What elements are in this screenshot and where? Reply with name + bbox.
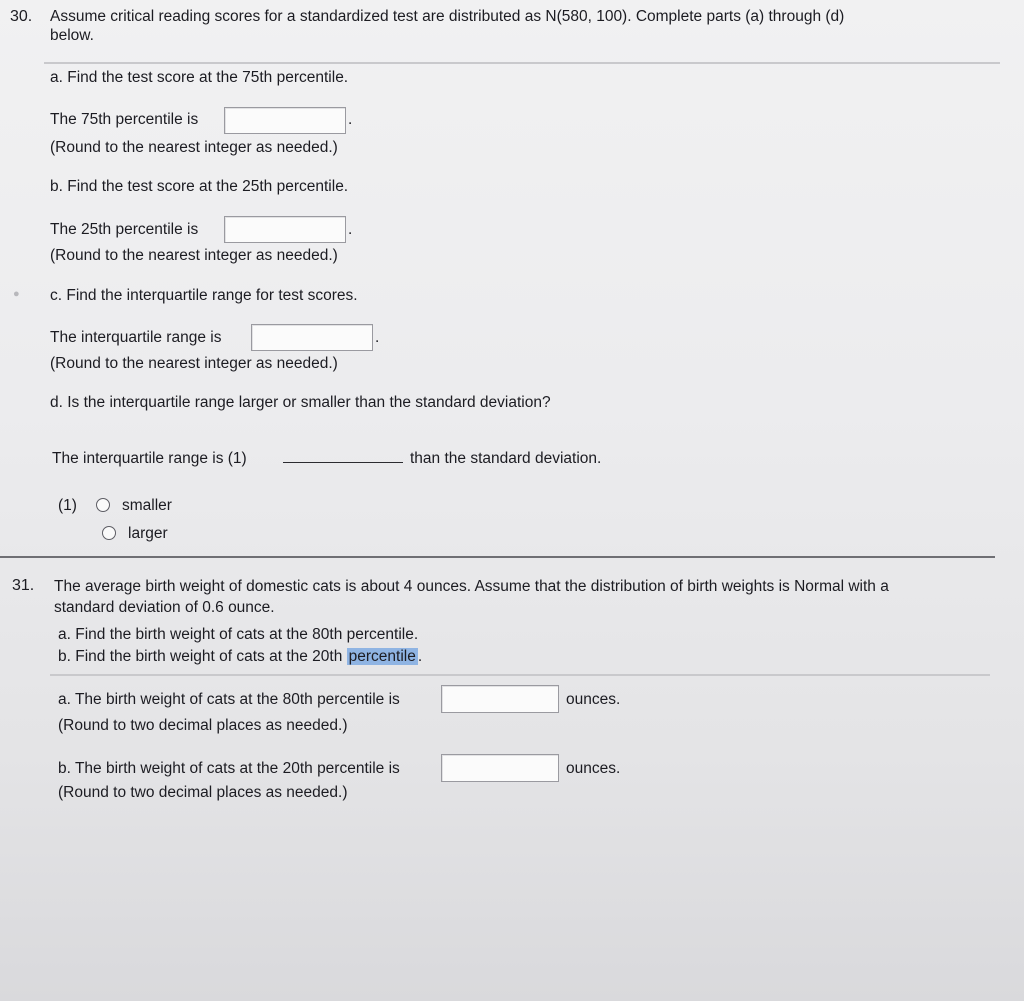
question-separator — [0, 556, 995, 558]
question-number: 31. — [12, 577, 35, 594]
percentile-20-weight-input[interactable] — [441, 754, 559, 782]
bullet-icon: ● — [13, 288, 20, 300]
part-d-sentence-start: The interquartile range is (1) — [52, 450, 247, 467]
task-a: a. Find the birth weight of cats at the 80th percentile. — [58, 626, 419, 643]
section-divider — [50, 674, 990, 676]
section-divider — [44, 62, 1000, 64]
part-b-unit: ounces. — [566, 760, 621, 777]
choice-smaller-label: smaller — [122, 497, 172, 514]
question-prompt-line1: The average birth weight of domestic cats is about 4 ounces. Assume that the distribution of birth weights is Normal with a — [54, 578, 889, 595]
selected-text-highlight: percentile — [348, 648, 416, 665]
question-prompt-line2: below. — [50, 27, 94, 44]
part-b-question: b. Find the test score at the 25th percentile. — [50, 178, 349, 195]
part-a-suffix: . — [348, 111, 353, 128]
part-a-answer-label: a. The birth weight of cats at the 80th percentile is — [58, 691, 400, 708]
choice-larger-label: larger — [128, 525, 168, 542]
percentile-75-input[interactable] — [224, 107, 346, 134]
part-a-round-note: (Round to two decimal places as needed.) — [58, 717, 348, 734]
part-c-answer-label: The interquartile range is — [50, 329, 222, 346]
part-c-round-note: (Round to the nearest integer as needed.) — [50, 355, 338, 372]
question-prompt-line2: standard deviation of 0.6 ounce. — [54, 599, 275, 616]
question-prompt-line1: Assume critical reading scores for a standardized test are distributed as N(580, 100). Complete parts (a) through (d) — [50, 8, 845, 25]
part-a-round-note: (Round to the nearest integer as needed.) — [50, 139, 338, 156]
part-b-round-note: (Round to two decimal places as needed.) — [58, 784, 348, 801]
part-b-round-note: (Round to the nearest integer as needed.) — [50, 247, 338, 264]
part-c-question: c. Find the interquartile range for test scores. — [50, 287, 358, 304]
part-a-question: a. Find the test score at the 75th percentile. — [50, 69, 349, 86]
part-a-unit: ounces. — [566, 691, 621, 708]
part-d-question: d. Is the interquartile range larger or smaller than the standard deviation? — [50, 394, 551, 411]
part-a-answer-label: The 75th percentile is — [50, 111, 199, 128]
question-number: 30. — [10, 8, 33, 25]
part-b-answer-label: The 25th percentile is — [50, 221, 199, 238]
radio-smaller[interactable] — [96, 498, 110, 512]
iqr-input[interactable] — [251, 324, 373, 351]
dropdown-blank-1[interactable] — [283, 462, 403, 463]
task-b: b. Find the birth weight of cats at the 20th percentile . — [58, 648, 423, 665]
choices-label: (1) — [58, 497, 77, 514]
part-b-suffix: . — [348, 221, 353, 238]
part-b-answer-label: b. The birth weight of cats at the 20th percentile is — [58, 760, 400, 777]
percentile-25-input[interactable] — [224, 216, 346, 243]
part-c-suffix: . — [375, 329, 380, 346]
percentile-80-weight-input[interactable] — [441, 685, 559, 713]
radio-larger[interactable] — [102, 526, 116, 540]
part-d-sentence-end: than the standard deviation. — [410, 450, 602, 467]
